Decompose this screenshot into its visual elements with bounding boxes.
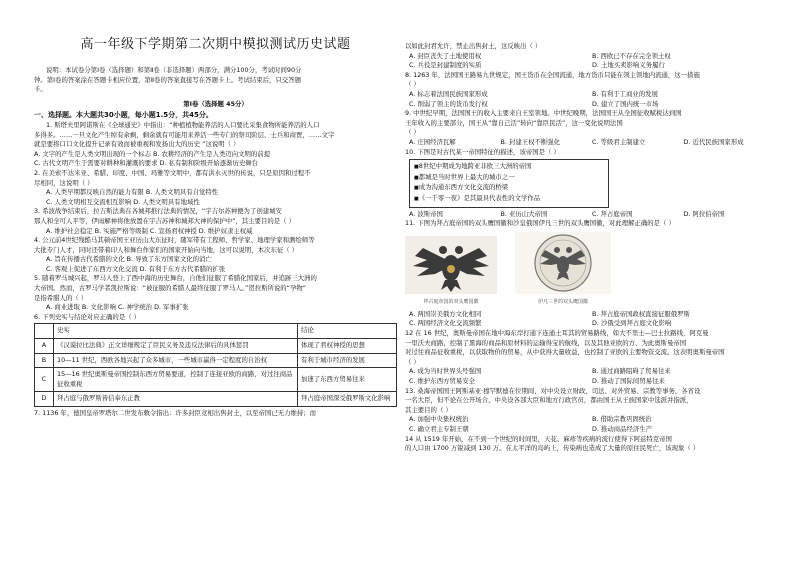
question-9-options xyxy=(405,138,775,148)
answer-option: C. 两国经济文化交流频繁 xyxy=(409,319,482,328)
answer-option: C. 兵役是封建制度的实质 xyxy=(409,61,482,70)
question-9-text: （ ） xyxy=(405,128,420,137)
question-8-text: 8. 1263 年，法国国王路易九世规定，国王货币在全国流通，地方货币只能在领主领地内流通，这一措施 xyxy=(405,70,700,79)
table-header-row xyxy=(35,324,397,339)
table-header-cell: 史实 xyxy=(54,324,298,339)
answer-option: A. 标志着法国民族国家形成 xyxy=(409,89,488,98)
question-7-continued: 以如此封君允许，禁止出售封土，这反映出（ ） xyxy=(405,42,542,50)
question-text: 是指希腊人的（ ） xyxy=(34,293,88,302)
feature-item: ■ 《一千零一夜》是其最具代表性的文学作品 xyxy=(414,194,604,205)
instructions-line-2: 钟。第Ⅰ卷的答案涂在答题卡相应位置，第Ⅱ卷的答案直接写在答题卡上。考试结束后，只交答题 xyxy=(34,75,302,84)
table-cell: 10—11 世纪，西欧各地兴起了众多城市，一些城市赢得一定程度的自治权 xyxy=(54,353,298,368)
answer-option: A. 维护社会稳定 B. 实施严格等级制 C. 宣扬君权神授 D. 维护奴隶主权威 xyxy=(46,226,253,235)
figure-caption: 拜占庭帝国的双头鹰国徽 xyxy=(423,299,479,306)
table-row xyxy=(35,392,397,407)
answer-option: D. 推动商品经济生产 xyxy=(592,425,653,433)
question-text: 3. 希波战争结束后，拉吉斯法典在各城邦推行法典的情况，“宇吉尔苏神便为了创建城安 xyxy=(34,207,282,216)
answer-option: B. 封建王权不断强化 xyxy=(500,137,561,146)
answer-option: B. 拜占庭帝国政权直接征服俄罗斯 xyxy=(592,309,690,318)
question-11-text: 11. 下图为拜占庭帝国的双头鹰国徽和沙皇俄国伊凡三世的双头鹰国徽，对此理解正确的是（ ） xyxy=(405,219,675,228)
feature-item: ■ 都城是当时世界上最大的城市之一 xyxy=(414,173,604,184)
answer-option: B. 西欧已不存在完全领土权 xyxy=(592,51,671,60)
question-7-text: 7. 1136 年，德国皇帝罗塔尔二世发布敕令指出：许多封臣竞相出售封土，以至帝国已无力维持；而 xyxy=(34,409,317,417)
part1-heading: 第Ⅰ卷（选择题 45分） xyxy=(183,99,248,108)
question-12-text: 12 在 16 世纪，奥斯曼帝国在地中海东岸打通下连通土耳其的贸易路线，如大不里士—巴士拉路线，阿克曼 xyxy=(405,329,709,338)
answer-option: C. 等级君主制建立 xyxy=(592,137,646,146)
question-text: 尽相同，这说明（ ） xyxy=(34,178,94,187)
question-text: 大帝国。然而，古罗马学者凯拉斯说：“被征服的希腊人最终征服了罗马人。”贺拉斯所说的“孕物” xyxy=(34,284,307,293)
question-text: 就是要将口口文化提升记录有效而被重视和发扬出大的历史 ”这说明（ ） xyxy=(34,140,240,149)
answer-option: C. 古代文明产生于需要对耕种和灌溉的要求 D. 私有制和阶级开始逐渐历史舞台 xyxy=(34,159,259,168)
question-8-options xyxy=(405,90,775,109)
instructions-line-1: 说明：本试卷分第Ⅰ卷（选择题）和第Ⅱ卷（非选择题）两部分，满分100分，考试时间90分 xyxy=(46,66,302,74)
table-cell: 加速了东西方贸易往来 xyxy=(298,368,397,392)
answer-option: A. 成为当时世界头号强国 xyxy=(409,367,482,376)
question-text: 4. 公元前4世纪残酷马其顿帝国王亚历山大东征时，随军带有工程师、哲学家、地理学家和测绘师等 xyxy=(34,236,315,245)
table-cell: 拜占庭帝国深受俄罗斯文化影响 xyxy=(298,392,397,407)
exam-title: 高一年级下学期第二次期中模拟测试历史试题 xyxy=(80,37,351,52)
answer-option: C. 人类文明相互交流相互影响 D. 人类文明具有地域性 xyxy=(46,197,200,206)
double-headed-eagle-icon xyxy=(405,236,497,294)
feature-item: ■ 8世纪中期成为地跨亚非欧三大洲的帝国 xyxy=(414,162,604,173)
answer-option: A. 庄园经济瓦解 xyxy=(409,137,456,146)
question-13-text: 其主要目的（ ） xyxy=(405,405,452,414)
question-text: 1. 斯塔夫里阿诺斯在《全球通史》中指出：“种植植物能养活的人口要比采集食物所能养活的人口 xyxy=(46,120,320,129)
answer-option: A. 两国崇美俄方文化相同 xyxy=(409,309,482,318)
table-header-cell xyxy=(35,324,54,339)
table-cell: 《汉谟拉比法典》正文详细规定了臣民义务及违反法律后的具体惩罚 xyxy=(54,339,298,354)
question-text: 5. 随着罗马城兴起，罗马人登上了西中海的历史舞台，自他们征服了希腊化国家后，并追跡三大洲的 xyxy=(34,274,317,283)
feature-item: ■ 成为沟通东西方文化交流的桥梁 xyxy=(414,183,604,194)
question-6-table xyxy=(34,323,397,407)
question-8-text: （ ） xyxy=(405,80,420,89)
question-9-text: 王年收入的主要部分，国王从“靠自己活”转向“靠臣民活”，这一变化说明法国 xyxy=(405,118,623,127)
table-cell: C xyxy=(35,368,54,392)
answer-option: B. 亚历山大帝国 xyxy=(500,209,548,218)
question-12-text: 一里沃夫商路，控制了黑海的商品和原材料的运输得宝的航线，以及其他亚欧的方、为此奥斯曼帝国 xyxy=(405,338,687,347)
question-13-text: 13. 桑海帝国国王阿斯基亚·穆罕默德在位期间，对中央设立财政、司法、对外贸易、宗教等事务，各省设 xyxy=(405,386,701,395)
answer-option: D. 近代民族国家形成 xyxy=(683,137,744,146)
answer-option: C. 维护东西方贸易安全 xyxy=(409,377,476,386)
question-text: 大批专门人才，同时还带着印人和舞台作家们的国家开始向当地，这可以说明，本次东征（ ） xyxy=(34,245,299,254)
answer-option: B. 通过商路阻碍了贸易往来 xyxy=(592,367,671,376)
question-13-options xyxy=(405,415,775,434)
question-12-text: 对过往商品征收重税，以获取物价的贸易，从中获得大量收益，也控制了亚欧的主要物资交流。这表明奥斯曼帝国 xyxy=(405,348,725,357)
table-row xyxy=(35,368,397,392)
answer-option: C. 客观上促进了东西方文化交流 D. 有利于东方古代希腊的扩张 xyxy=(46,264,226,273)
question-text: 那人和全可人平等，伊雨解神将他放置在宇吉苏神和城邦大神的保护中”，其主要目的是（ ） xyxy=(34,216,295,225)
table-cell: B xyxy=(35,353,54,368)
question-14-text: 14 从 1519 年开始，在不到一个世纪的时间里，天花、麻疹等疾病的流行使得下阿兹特克帝国 xyxy=(405,434,672,443)
answer-option: D. 沙俄受到拜占庭文化影响 xyxy=(592,319,672,328)
answer-option: A. 封臣丧失了土地使用权 xyxy=(409,51,482,60)
question-text: 2. 在美索不达米亚、希腊、印度、中国、玛雅等文明中，都有洪水灭世的传说，只是原因和过程不 xyxy=(34,168,311,177)
table-cell: 15—16 世纪奥斯曼帝国控制东西方贸易要道，控制了连接亚欧的商路，对过往商品征收重税 xyxy=(54,368,298,392)
left-column xyxy=(34,0,397,419)
double-headed-eagle-seal-icon xyxy=(515,232,611,294)
table-row xyxy=(35,353,397,368)
question-7-options xyxy=(405,52,775,71)
question-12-text: （ ） xyxy=(405,357,420,366)
instructions-line-3: 卡。 xyxy=(34,85,47,94)
answer-option: C. 拜占庭帝国 xyxy=(592,209,633,218)
answer-option: A. 加强中央集权统治 xyxy=(409,415,469,424)
table-cell: 拜占庭与俄罗斯皆信奉东正教 xyxy=(54,392,298,407)
section1-heading: 一、选择题。本大题共30小题，每小题1.5分，共45分。 xyxy=(34,111,213,120)
answer-option: C. 削弱了领主的货币发行权 xyxy=(409,99,488,108)
answer-option: D. 阿拉伯帝国 xyxy=(683,209,725,218)
question-10-text: 10. 下图是对古代某一帝国特征的描述，该帝国是（ ） xyxy=(405,147,560,156)
answer-option: A. 波斯帝国 xyxy=(409,209,443,218)
figure-caption: 伊凡三世的双头鹰国徽 xyxy=(537,299,588,306)
question-12-options xyxy=(405,367,775,386)
table-row xyxy=(35,339,397,354)
table-cell: A xyxy=(35,339,54,354)
answer-option: A. 人类早期都反映自然的能力有限 B. 人类文明具有自觉特性 xyxy=(46,188,219,197)
question-11-figures xyxy=(405,232,775,308)
right-column xyxy=(405,42,775,454)
question-text: 多得多。……一旦文化产生绰有余剩，剩余就有可能用来养活一些专门的祭司阶层、士兵和商贾，……文字 xyxy=(34,130,335,139)
table-cell: 有利于城市经济的发展 xyxy=(298,353,397,368)
table-cell: D xyxy=(35,392,54,407)
answer-option: D. 建立了国内统一市场 xyxy=(592,99,659,108)
question-10-feature-box xyxy=(409,159,609,207)
answer-option: D. 推动了国际间贸易往来 xyxy=(592,377,665,386)
answer-option: C. 确立君主专制王朝 xyxy=(409,425,469,433)
question-13-text: 一名大臣，但不论在公开场合，中央设各部大臣和地方行政官员，都由国王从王族国家中选派并指派， xyxy=(405,396,693,405)
russian-emblem-figure xyxy=(515,232,611,308)
answer-option: A. 文字的产生是人类文明出现的一个标志 B. 农耕经济的产生是人类迈向文明的前提 xyxy=(34,149,271,158)
byzantine-emblem-figure xyxy=(405,236,497,308)
question-10-options xyxy=(405,210,775,220)
question-14-text: 的人口由 1700 万锐减到 130 万。在太平洋的岛屿上，传染病也造成了大量的原住民死亡，该现象（ ） xyxy=(405,444,700,453)
answer-option: A. 商业进取 B. 文化影响 C. 神学统治 D. 军事扩张 xyxy=(46,303,189,312)
question-6-stem: 6. 下列史实与结论对应正确的是（ ） xyxy=(34,312,141,321)
answer-option: B. 有利于工商业的发展 xyxy=(592,89,658,98)
question-11-options xyxy=(405,310,775,329)
question-9-text: 9. 中世纪早期，法国国王的收入主要来自王室领地。中世纪晚期，法国国王从全国征收赋税达到国 xyxy=(405,109,682,118)
answer-option: B. 借助宗教巩固统治 xyxy=(592,415,652,424)
table-header-cell: 结论 xyxy=(298,324,397,339)
table-cell: 体现了君权神授的思想 xyxy=(298,339,397,354)
answer-option: D. 土地买卖影响义务履行 xyxy=(592,61,665,70)
answer-option: A. 旨在传播古代希腊的文化 B. 导致了东方国家文化的消亡 xyxy=(46,255,212,264)
